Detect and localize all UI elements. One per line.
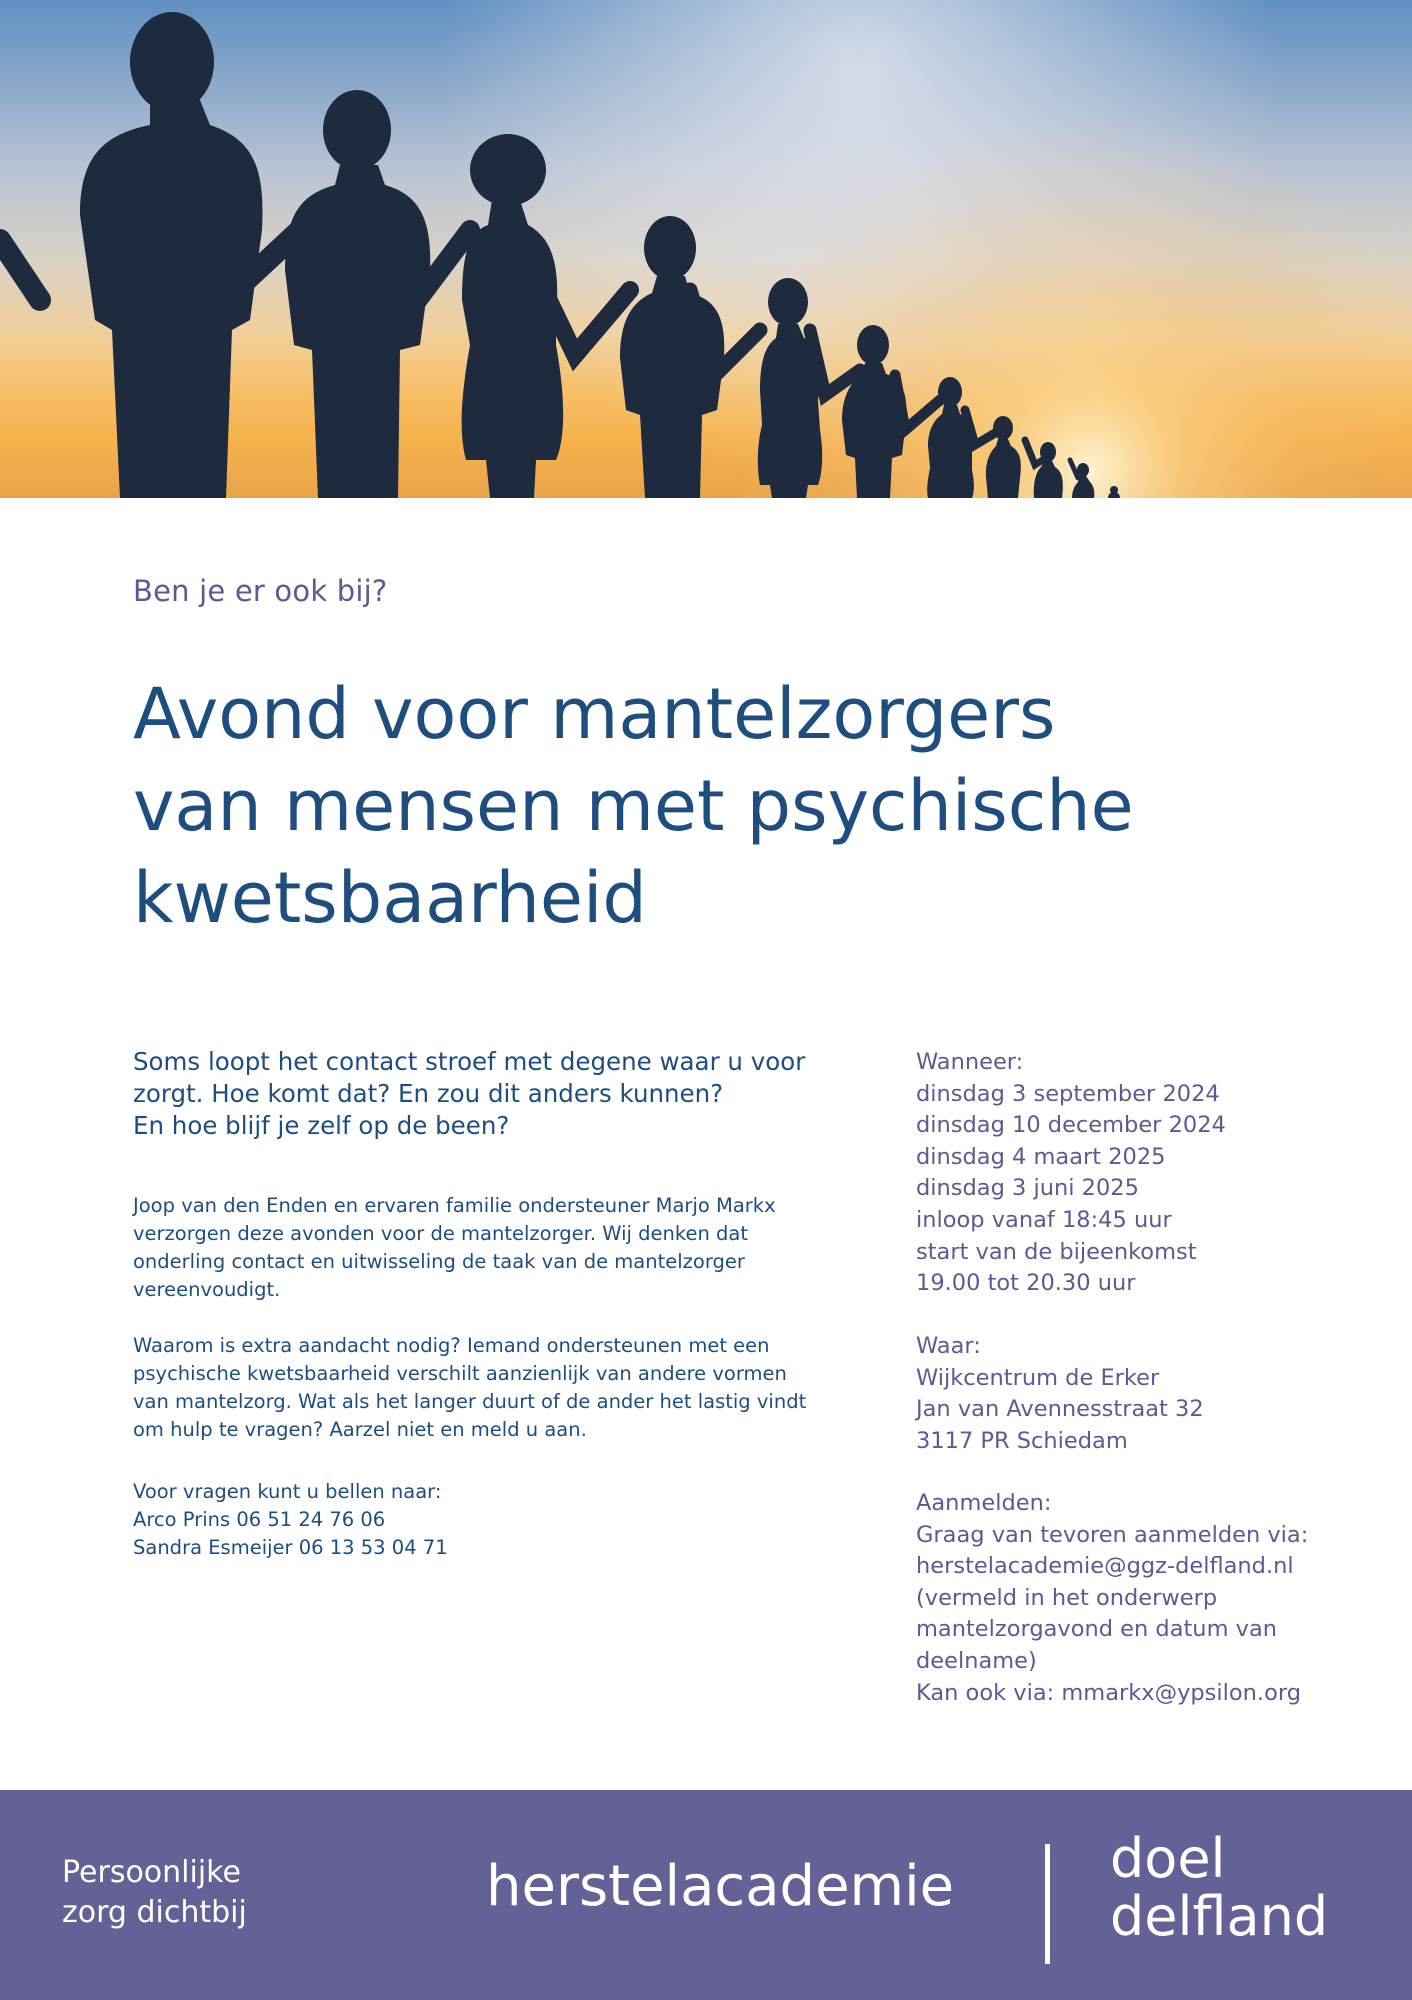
event-date: dinsdag 10 december 2024 bbox=[916, 1112, 1226, 1139]
paragraph-line: Joop van den Enden en ervaren familie ondersteuner Marjo Markx bbox=[133, 1194, 776, 1217]
kicker-question: Ben je er ook bij? bbox=[133, 574, 388, 608]
intro-paragraph bbox=[133, 1192, 873, 1304]
lead-paragraph bbox=[133, 1046, 873, 1142]
paragraph-line: verzorgen deze avonden voor de mantelzorger. Wij denken dat bbox=[133, 1222, 748, 1245]
contact-heading: Voor vragen kunt u bellen naar: bbox=[133, 1480, 442, 1503]
signup-line: deelname) bbox=[916, 1647, 1037, 1674]
event-date: dinsdag 3 september 2024 bbox=[916, 1080, 1220, 1107]
org-line: delfland bbox=[1110, 1885, 1329, 1948]
paragraph-line: van mantelzorg. Wat als het langer duurt of de ander het lastig vindt bbox=[133, 1390, 807, 1413]
venue-street: Jan van Avennesstraat 32 bbox=[916, 1396, 1204, 1423]
tagline-line: Persoonlijke bbox=[62, 1855, 241, 1890]
paragraph-line: vereenvoudigt. bbox=[133, 1278, 281, 1301]
paragraph-line: psychische kwetsbaarheid verschilt aanzienlijk van andere vormen bbox=[133, 1362, 787, 1385]
title-line: Avond voor mantelzorgers bbox=[133, 673, 1056, 755]
why-paragraph bbox=[133, 1332, 873, 1444]
paragraph-line: om hulp te vragen? Aarzel niet en meld u aan. bbox=[133, 1418, 587, 1441]
signup-line: (vermeld in het onderwerp bbox=[916, 1584, 1218, 1611]
event-date: dinsdag 3 juni 2025 bbox=[916, 1175, 1139, 1202]
footer-bar bbox=[0, 1790, 1412, 2000]
signup-email: herstelacademie@ggz-delfland.nl bbox=[916, 1553, 1294, 1580]
title-line: van mensen met psychische bbox=[133, 765, 1134, 847]
lead-line: En hoe blijf je zelf op de been? bbox=[133, 1111, 510, 1140]
contact-paragraph bbox=[133, 1478, 873, 1562]
event-time: inloop vanaf 18:45 uur bbox=[916, 1206, 1172, 1233]
org-line: doel bbox=[1110, 1827, 1226, 1890]
doel-delfland-logo bbox=[1110, 1827, 1329, 1948]
signup-line: mantelzorgavond en datum van bbox=[916, 1616, 1277, 1643]
paragraph-line: onderling contact en uitwisseling de taak van de mantelzorger bbox=[133, 1250, 745, 1273]
contact-phone: Arco Prins 06 51 24 76 06 bbox=[133, 1508, 386, 1531]
event-time: start van de bijeenkomst bbox=[916, 1238, 1197, 1265]
herstelacademie-logo: herstelacademie bbox=[486, 1854, 955, 1919]
venue-city: 3117 PR Schiedam bbox=[916, 1427, 1128, 1454]
hero-image bbox=[0, 0, 1412, 498]
paragraph-line: Waarom is extra aandacht nodig? Iemand ondersteunen met een bbox=[133, 1334, 770, 1357]
when-section bbox=[916, 1047, 1386, 1300]
logo-divider bbox=[1045, 1844, 1050, 1964]
lead-line: zorgt. Hoe komt dat? En zou dit anders kunnen? bbox=[133, 1079, 724, 1108]
event-date: dinsdag 4 maart 2025 bbox=[916, 1143, 1166, 1170]
page-title bbox=[133, 668, 1333, 944]
footer-tagline bbox=[62, 1853, 247, 1933]
people-holding-hands-silhouette-icon bbox=[0, 0, 1412, 498]
when-heading: Wanneer: bbox=[916, 1049, 1024, 1075]
signup-alt-email: Kan ook via: mmarkx@ypsilon.org bbox=[916, 1679, 1301, 1706]
lead-line: Soms loopt het contact stroef met degene waar u voor bbox=[133, 1047, 806, 1076]
signup-line: Graag van tevoren aanmelden via: bbox=[916, 1521, 1309, 1548]
contact-phone: Sandra Esmeijer 06 13 53 04 71 bbox=[133, 1536, 448, 1559]
where-section bbox=[916, 1331, 1386, 1457]
venue-name: Wijkcentrum de Erker bbox=[916, 1364, 1160, 1391]
signup-heading: Aanmelden: bbox=[916, 1490, 1052, 1516]
title-line: kwetsbaarheid bbox=[133, 857, 647, 939]
tagline-line: zorg dichtbij bbox=[62, 1895, 247, 1930]
event-time: 19.00 tot 20.30 uur bbox=[916, 1270, 1136, 1297]
where-heading: Waar: bbox=[916, 1333, 981, 1359]
signup-section bbox=[916, 1488, 1386, 1709]
